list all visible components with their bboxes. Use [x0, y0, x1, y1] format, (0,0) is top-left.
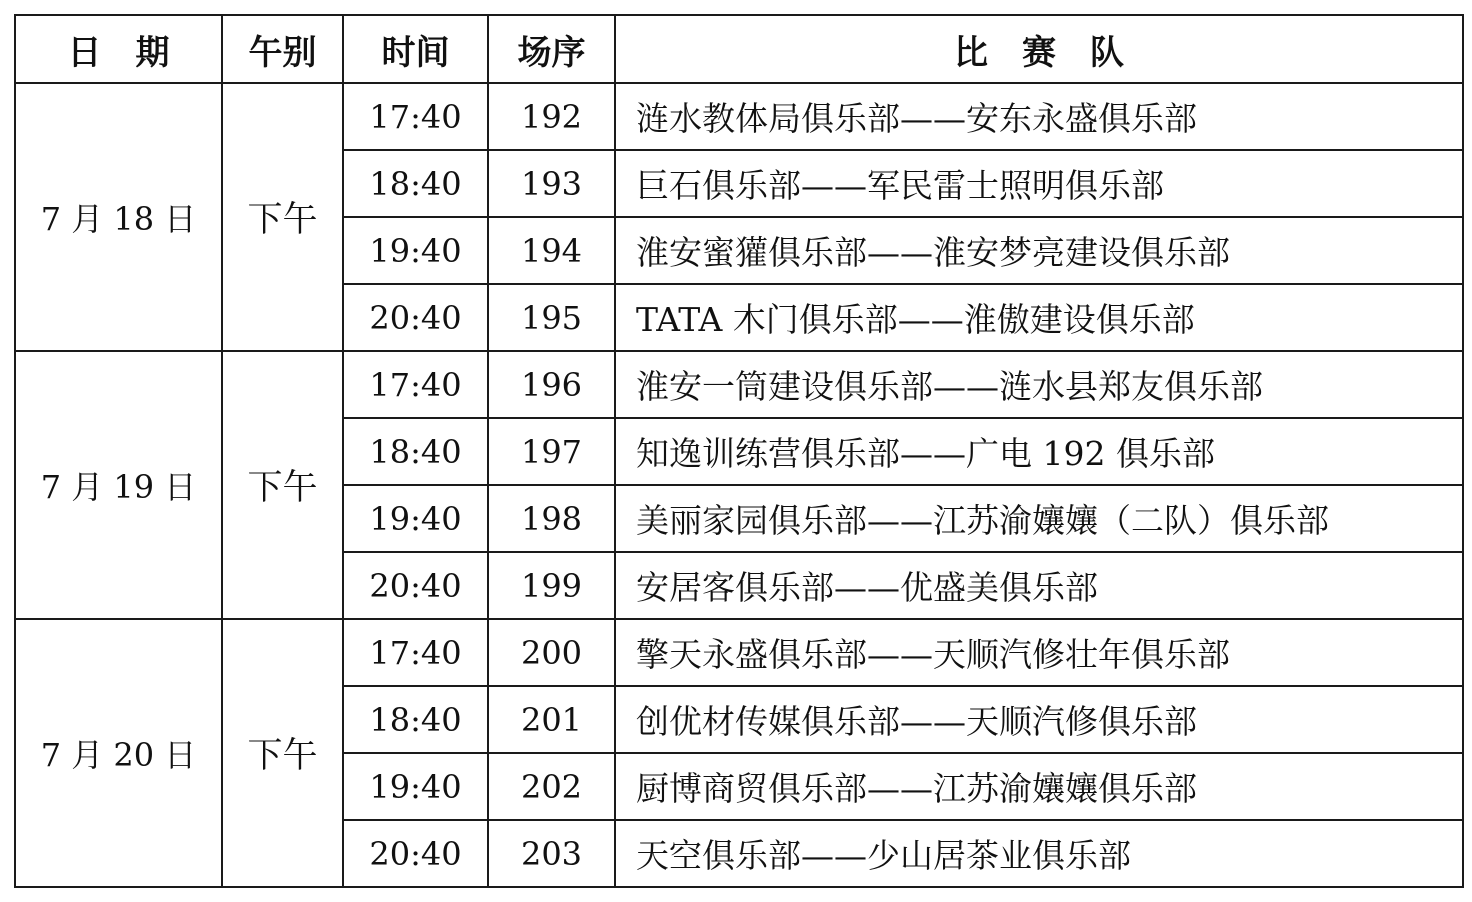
teams-cell: 创优材传媒俱乐部——天顺汽修俱乐部	[615, 686, 1463, 753]
match-schedule-table	[14, 14, 1464, 888]
match-no-cell: 192	[488, 83, 615, 150]
match-no-cell: 195	[488, 284, 615, 351]
header-teams: 比 赛 队	[615, 15, 1463, 83]
match-no-cell: 198	[488, 485, 615, 552]
time-cell: 20:40	[343, 820, 488, 887]
header-time: 时间	[343, 15, 488, 83]
teams-cell: 淮安一筒建设俱乐部——涟水县郑友俱乐部	[615, 351, 1463, 418]
time-cell: 19:40	[343, 217, 488, 284]
period-cell: 下午	[222, 83, 343, 351]
time-cell: 18:40	[343, 418, 488, 485]
header-date: 日 期	[15, 15, 222, 83]
match-no-cell: 200	[488, 619, 615, 686]
header-match-no: 场序	[488, 15, 615, 83]
match-no-cell: 196	[488, 351, 615, 418]
teams-cell: 擎天永盛俱乐部——天顺汽修壮年俱乐部	[615, 619, 1463, 686]
time-cell: 17:40	[343, 619, 488, 686]
time-cell: 19:40	[343, 753, 488, 820]
time-cell: 18:40	[343, 686, 488, 753]
match-no-cell: 194	[488, 217, 615, 284]
date-cell: 7 月 20 日	[15, 619, 222, 887]
time-cell: 18:40	[343, 150, 488, 217]
table-row	[15, 351, 1463, 418]
table-row	[15, 83, 1463, 150]
match-no-cell: 201	[488, 686, 615, 753]
header-period: 午别	[222, 15, 343, 83]
teams-cell: 天空俱乐部——少山居茶业俱乐部	[615, 820, 1463, 887]
match-no-cell: 197	[488, 418, 615, 485]
time-cell: 19:40	[343, 485, 488, 552]
match-no-cell: 203	[488, 820, 615, 887]
teams-cell: 淮安蜜獾俱乐部——淮安梦亮建设俱乐部	[615, 217, 1463, 284]
time-cell: 17:40	[343, 351, 488, 418]
match-no-cell: 199	[488, 552, 615, 619]
match-no-cell: 202	[488, 753, 615, 820]
teams-cell: 厨博商贸俱乐部——江苏渝孃孃俱乐部	[615, 753, 1463, 820]
period-cell: 下午	[222, 351, 343, 619]
teams-cell: 涟水教体局俱乐部——安东永盛俱乐部	[615, 83, 1463, 150]
table-row	[15, 619, 1463, 686]
match-no-cell: 193	[488, 150, 615, 217]
header-row	[15, 15, 1463, 83]
teams-cell: 知逸训练营俱乐部——广电 192 俱乐部	[615, 418, 1463, 485]
teams-cell: 美丽家园俱乐部——江苏渝孃孃（二队）俱乐部	[615, 485, 1463, 552]
teams-cell: TATA 木门俱乐部——淮傲建设俱乐部	[615, 284, 1463, 351]
period-cell: 下午	[222, 619, 343, 887]
date-cell: 7 月 19 日	[15, 351, 222, 619]
time-cell: 20:40	[343, 552, 488, 619]
date-cell: 7 月 18 日	[15, 83, 222, 351]
teams-cell: 安居客俱乐部——优盛美俱乐部	[615, 552, 1463, 619]
time-cell: 17:40	[343, 83, 488, 150]
teams-cell: 巨石俱乐部——军民雷士照明俱乐部	[615, 150, 1463, 217]
time-cell: 20:40	[343, 284, 488, 351]
